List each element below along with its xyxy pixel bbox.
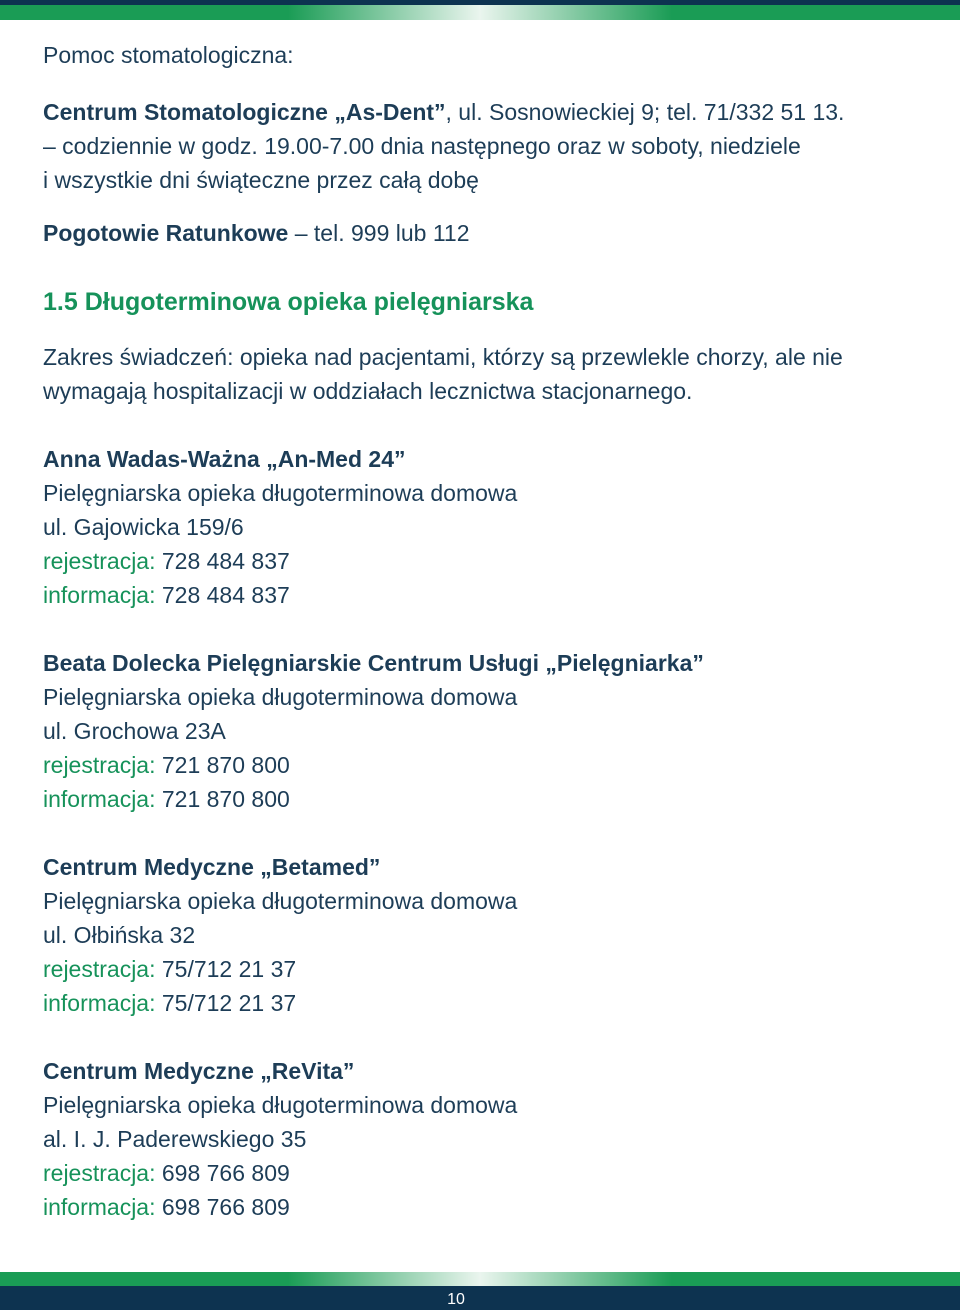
info-phone: 698 766 809: [155, 1194, 290, 1220]
provider-registration: [43, 952, 923, 986]
provider-service: Pielęgniarska opieka długoterminowa domowa: [43, 684, 518, 710]
provider-name: Anna Wadas-Ważna „An-Med 24”: [43, 446, 406, 472]
page-number: 10: [447, 1291, 465, 1308]
top-green-stripe: [0, 5, 960, 20]
provider-registration: [43, 748, 923, 782]
provider-registration: [43, 544, 923, 578]
provider-card: [43, 850, 923, 1020]
section-description: Zakres świadczeń: opieka nad pacjentami, którzy są przewlekle chorzy, ale nie wymagają hospitalizacji w oddziałach lecznictwa stacjonarnego.: [43, 344, 843, 404]
registration-label: rejestracja:: [43, 752, 156, 778]
info-phone: 75/712 21 37: [155, 990, 297, 1016]
registration-label: rejestracja:: [43, 956, 156, 982]
dental-hours-line-1: – codziennie w godz. 19.00-7.00 dnia następnego oraz w soboty, niedziele: [43, 133, 801, 159]
page-content: [43, 38, 923, 1258]
provider-service: Pielęgniarska opieka długoterminowa domowa: [43, 1092, 518, 1118]
provider-address: ul. Grochowa 23A: [43, 718, 226, 744]
registration-phone: 728 484 837: [155, 548, 290, 574]
registration-phone: 721 870 800: [155, 752, 290, 778]
info-phone: 721 870 800: [155, 786, 290, 812]
provider-address: ul. Gajowicka 159/6: [43, 514, 244, 540]
provider-name: Centrum Medyczne „ReVita”: [43, 1058, 355, 1084]
ambulance-line: [43, 216, 923, 250]
info-label: informacja:: [43, 1194, 156, 1220]
provider-card: [43, 1054, 923, 1224]
dental-center-details: , ul. Sosnowieckiej 9; tel. 71/332 51 13.: [445, 99, 845, 125]
top-decorative-bar: [0, 0, 960, 20]
provider-info: [43, 986, 923, 1020]
provider-info: [43, 782, 923, 816]
registration-label: rejestracja:: [43, 1160, 156, 1186]
info-label: informacja:: [43, 582, 156, 608]
registration-label: rejestracja:: [43, 548, 156, 574]
provider-name: Beata Dolecka Pielęgniarskie Centrum Usługi „Pielęgniarka”: [43, 650, 704, 676]
registration-phone: 698 766 809: [155, 1160, 290, 1186]
provider-card: [43, 442, 923, 612]
dental-help-heading: Pomoc stomatologiczna:: [43, 42, 294, 68]
provider-info: [43, 578, 923, 612]
provider-name: Centrum Medyczne „Betamed”: [43, 854, 381, 880]
provider-info: [43, 1190, 923, 1224]
ambulance-name: Pogotowie Ratunkowe: [43, 220, 289, 246]
dental-center-line: [43, 95, 923, 129]
provider-registration: [43, 1156, 923, 1190]
provider-card: [43, 646, 923, 816]
info-phone: 728 484 837: [155, 582, 290, 608]
info-label: informacja:: [43, 990, 156, 1016]
section-title: 1.5 Długoterminowa opieka pielęgniarska: [43, 288, 534, 316]
dental-center-name: Centrum Stomatologiczne „As-Dent”: [43, 99, 446, 125]
provider-address: ul. Ołbińska 32: [43, 922, 196, 948]
bottom-green-stripe: [0, 1272, 960, 1286]
info-label: informacja:: [43, 786, 156, 812]
provider-service: Pielęgniarska opieka długoterminowa domowa: [43, 888, 518, 914]
ambulance-details: – tel. 999 lub 112: [288, 220, 470, 246]
registration-phone: 75/712 21 37: [155, 956, 297, 982]
dental-hours-line-2: i wszystkie dni świąteczne przez całą dobę: [43, 167, 479, 193]
provider-service: Pielęgniarska opieka długoterminowa domowa: [43, 480, 518, 506]
provider-address: al. I. J. Paderewskiego 35: [43, 1126, 307, 1152]
